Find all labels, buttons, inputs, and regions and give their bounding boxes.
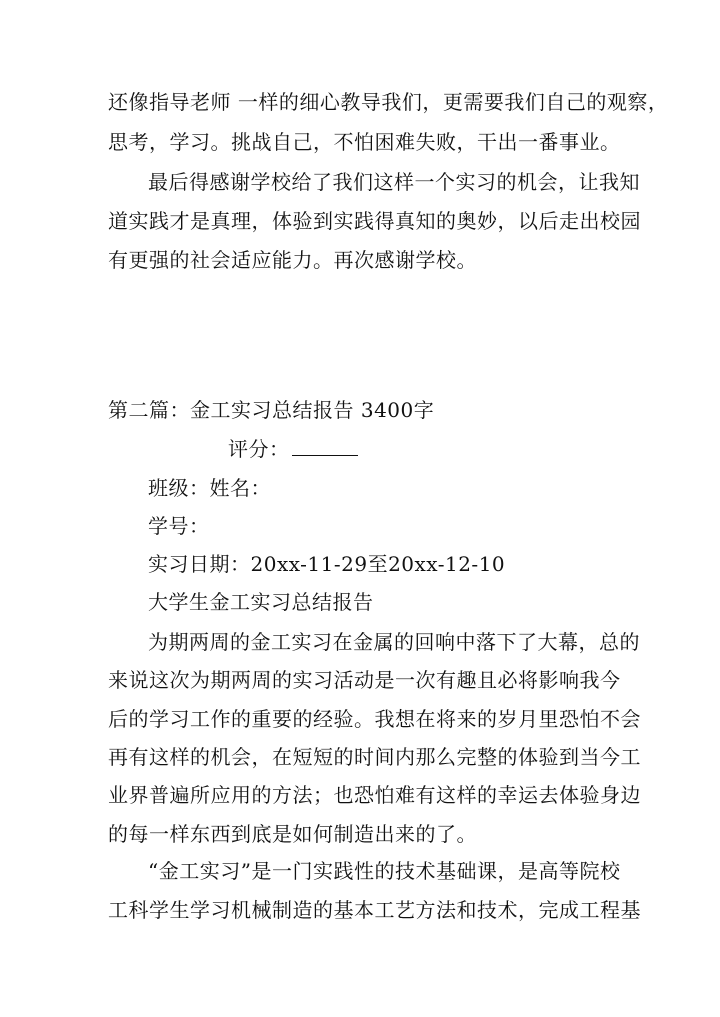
paragraph-line: “金工实习”是一门实践性的技术基础课，是高等院校 [148, 859, 621, 883]
paragraph-line: 的每一样东西到底是如何制造出来的了。 [108, 822, 477, 846]
paragraph-line: 有更强的社会适应能力。再次感谢学校。 [108, 248, 477, 272]
score-field [228, 435, 720, 463]
paragraph-line: 思考，学习。挑战自己，不怕困难失败，干出一番事业。 [108, 130, 621, 154]
score-blank [292, 437, 358, 456]
paragraph-line: 业界普遍所应用的方法；也恐怕难有这样的幸运去体验身边 [108, 783, 641, 807]
paragraph-line: 最后得感谢学校给了我们这样一个实习的机会，让我知 [148, 170, 640, 194]
paragraph-line: 后的学习工作的重要的经验。我想在将来的岁月里恐怕不会 [108, 707, 641, 731]
class-name-field: 班级：姓名： [148, 476, 271, 500]
paragraph-line: 道实践才是真理，体验到实践得真知的奥妙，以后走出校园 [108, 209, 641, 233]
student-id-field: 学号： [148, 514, 210, 538]
paragraph-line: 为期两周的金工实习在金属的回响中落下了大幕，总的 [148, 630, 640, 654]
score-label: 评分： [228, 437, 290, 461]
internship-date: 实习日期：20xx-11-29至20xx-12-10 [148, 552, 506, 576]
section-title: 第二篇：金工实习总结报告 3400字 [108, 398, 435, 422]
report-heading: 大学生金工实习总结报告 [148, 590, 374, 614]
paragraph-line: 来说这次为期两周的实习活动是一次有趣且必将影响我今 [108, 668, 621, 692]
paragraph-line: 工科学生学习机械制造的基本工艺方法和技术，完成工程基 [108, 898, 641, 922]
paragraph-line: 再有这样的机会，在短短的时间内那么完整的体验到当今工 [108, 745, 641, 769]
paragraph-line: 还像指导老师 一样的细心教导我们，更需要我们自己的观察， [108, 90, 669, 114]
